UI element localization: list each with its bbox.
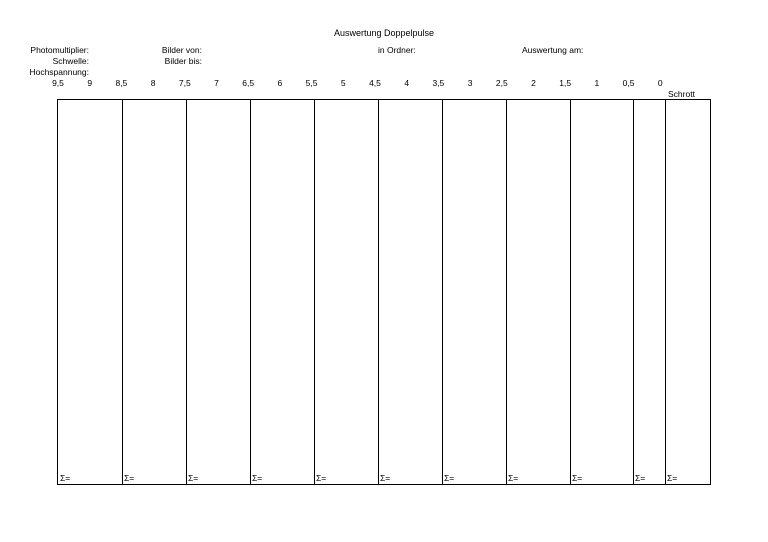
- scale-label: 2,5: [495, 78, 508, 88]
- scale-label: 4: [404, 78, 410, 88]
- bilder-bis-label: Bilder bis:: [164, 56, 202, 66]
- column-sum: Σ=: [572, 473, 583, 483]
- column-divider: [250, 100, 251, 484]
- scale-label: 7: [214, 78, 219, 88]
- scale-label: 0,5: [622, 78, 635, 88]
- column-sum: Σ=: [635, 473, 646, 483]
- column-sum: Σ=: [124, 473, 135, 483]
- column-divider: [506, 100, 507, 484]
- column-divider: [186, 100, 187, 484]
- auswertung-label: Auswertung am:: [522, 45, 584, 55]
- column-sum: Σ=: [188, 473, 199, 483]
- photomultiplier-label: Photomultiplier:: [30, 45, 89, 55]
- column-divider: [570, 100, 571, 484]
- scale-label: 9,5: [52, 78, 64, 88]
- scale-label: 9: [87, 78, 93, 88]
- tally-grid: [57, 99, 711, 485]
- column-sum: Σ=: [252, 473, 263, 483]
- schwelle-label: Schwelle:: [52, 56, 89, 66]
- scale-label: 5: [340, 78, 346, 88]
- column-sum: Σ=: [380, 473, 391, 483]
- bilder-von-label: Bilder von:: [161, 45, 202, 55]
- scale-label: 8,5: [115, 78, 128, 88]
- scale-label: 5,5: [305, 78, 318, 88]
- scale-label: 2: [531, 78, 536, 88]
- column-divider: [442, 100, 443, 484]
- column-sum: Σ=: [667, 473, 678, 483]
- scale-label: 3: [467, 78, 473, 88]
- page-title: Auswertung Doppelpulse: [334, 28, 435, 38]
- scale-label: 0: [657, 78, 663, 88]
- scale-label: 4,5: [369, 78, 381, 88]
- column-divider: [378, 100, 379, 484]
- ordner-label: in Ordner:: [378, 45, 416, 55]
- column-sum: Σ=: [508, 473, 519, 483]
- column-divider: [122, 100, 123, 484]
- column-divider: [665, 100, 666, 484]
- scale-label: 8: [150, 78, 156, 88]
- scale-label: 1: [594, 78, 600, 88]
- scrap-label: Schrott: [668, 89, 695, 99]
- column-divider: [633, 100, 634, 484]
- scale-label: 6,5: [242, 78, 255, 88]
- column-divider: [314, 100, 315, 484]
- scale-label: 7,5: [178, 78, 191, 88]
- scale-label: 1,5: [559, 78, 572, 88]
- hochspannung-label: Hochspannung:: [29, 67, 89, 77]
- column-sum: Σ=: [60, 473, 71, 483]
- scale-label: 3,5: [432, 78, 445, 88]
- scale-label: 6: [277, 78, 283, 88]
- column-sum: Σ=: [316, 473, 327, 483]
- column-sum: Σ=: [444, 473, 455, 483]
